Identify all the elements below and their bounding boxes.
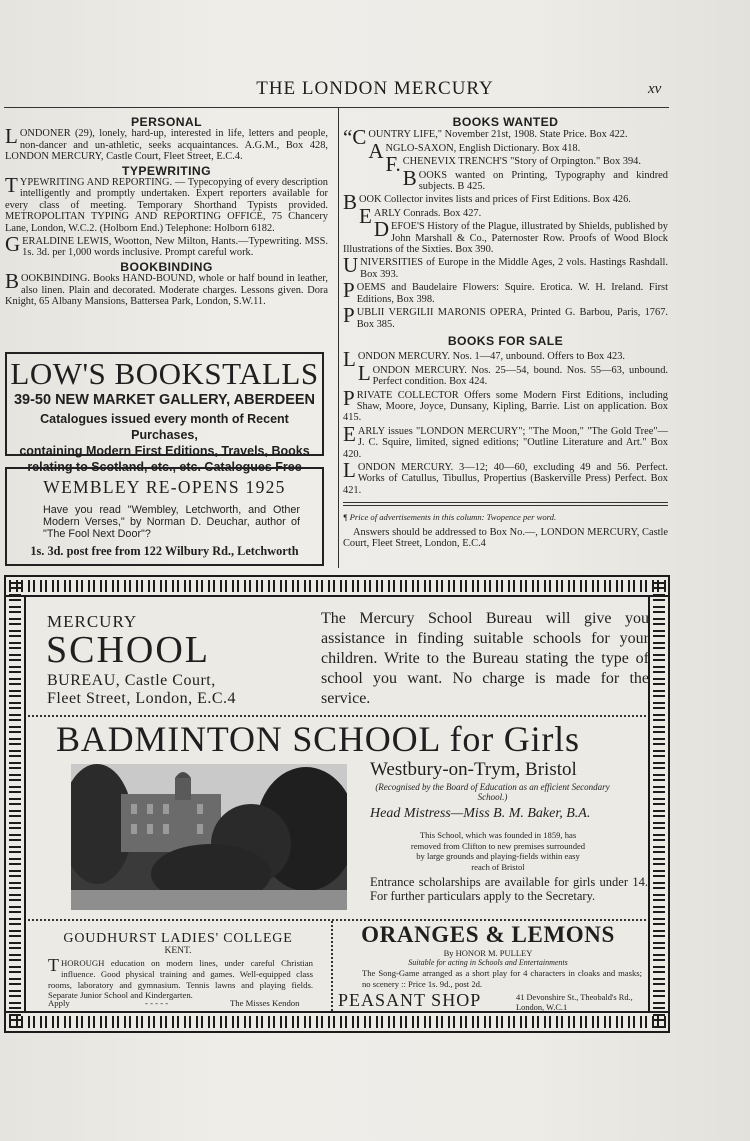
- dropcap: L: [343, 457, 356, 482]
- classified-item: [343, 253, 668, 280]
- classified-item: [343, 385, 668, 424]
- typewriting-ad-1: [5, 173, 328, 234]
- oranges-suitable: Suitable for acting in Schools and Entertainments: [408, 958, 568, 967]
- goudhurst-contact: The Misses Kendon: [230, 998, 300, 1008]
- books-for-sale-list: [343, 347, 668, 496]
- bookbinding-heading: BOOKBINDING: [120, 259, 213, 274]
- ad-text: RIVATE COLLECTOR Offers some Modern First Editions, including Shaw, Moore, Joyce, Dunsany, Kipling, Barrie. List on application. Box 415.: [343, 389, 668, 424]
- peasant-shop-address: 41 Devonshire St., Theobald's Rd., London, W.C.1: [516, 993, 633, 1012]
- books-wanted-list: [343, 125, 668, 330]
- peasant-shop: PEASANT SHOP: [338, 990, 482, 1010]
- dropcap: L: [357, 360, 371, 385]
- ad-text: ONDONER (29), lonely, hard-up, interested in life, letters and people, non-dancer and un-athletic, seeks acquaintances. A.G.M., Box 428, LONDON MERCURY, Castle Court, Fleet Street, E.C.4.: [5, 128, 328, 163]
- badminton-head-mistress: Head Mistress—Miss B. M. Baker, B.A.: [370, 806, 591, 821]
- goudhurst-dashes: - - - - -: [145, 998, 169, 1008]
- dropcap: A: [368, 138, 384, 163]
- badminton-title: BADMINTON SCHOOL for Girls: [56, 719, 580, 759]
- wembley-ad: [5, 467, 324, 566]
- dropcap: L: [5, 124, 18, 149]
- ad-text: NGLO-SAXON, English Dictionary. Box 418.: [385, 142, 581, 154]
- ad-text: ARLY Conrads. Box 427.: [373, 207, 482, 219]
- classified-item: [343, 421, 668, 460]
- dropcap: B: [5, 269, 20, 294]
- personal-heading: PERSONAL: [131, 115, 202, 129]
- mercury-school-body: The Mercury School Bureau will give you assistance in finding suitable schools for your children. Write to the Bureau stating the type of school you want. No charge is made for the service.: [321, 610, 649, 707]
- right-column: [343, 117, 668, 550]
- dropcap: “C: [343, 125, 367, 150]
- badminton-recognised: (Recognised by the Board of Education as an efficient Secondary School.): [375, 782, 610, 802]
- ad-text: OOK Collector invites lists and prices of First Editions. Box 426.: [359, 194, 631, 206]
- goudhurst-body: HOROUGH education on modern lines, under careful Christian influence. Good physical training and games. Well-equipped class rooms, laboratory and gymnasium. Tennis lawns and playing fields. Separate Junior School and Kindergarten.: [48, 958, 313, 1001]
- bureau-address-2: Fleet Street, London, E.C.4: [47, 690, 237, 707]
- ad-text: ONDON MERCURY. Nos. 1—47, unbound. Offers to Box 423.: [357, 351, 626, 363]
- advert-price-note: ¶ Price of advertisements in this column: Twopence per word.: [343, 512, 557, 523]
- school-label: SCHOOL: [46, 629, 211, 671]
- ad-text: NIVERSITIES of Europe in the Middle Ages, 2 vols. Hastings Rashdall. Box 393.: [360, 257, 668, 280]
- badminton-location: Westbury-on-Trym, Bristol: [370, 759, 577, 780]
- oranges-description: The Song-Game arranged as a short play for 4 characters in cloaks and masks; no scenery :: Price 1s. 9d., post 2d.: [362, 968, 642, 989]
- dropcap: P: [343, 303, 355, 328]
- dropcap: B: [343, 190, 358, 215]
- lows-subtitle: 39-50 NEW MARKET GALLERY, ABERDEEN: [13, 392, 316, 408]
- classified-item: [343, 303, 668, 330]
- badminton-history: This School, which was founded in 1859, has removed from Clifton to new premises surrounded by large grounds and playing-fields within easy reach of Bristol: [410, 830, 586, 872]
- greek-key-border-left: [9, 575, 21, 1033]
- classified-item: [343, 278, 668, 305]
- dropcap: L: [343, 347, 356, 372]
- dropcap: F.: [385, 152, 401, 177]
- dropcap: P: [343, 278, 355, 303]
- dropcap: T: [48, 955, 59, 975]
- running-head: THE LONDON MERCURY: [256, 78, 494, 99]
- dropcap: D: [373, 217, 390, 242]
- wembley-body: Have you read "Wembley, Letchworth, and Other Modern Verses," by Norman D. Deuchar, author of "The Fool Next Door"?: [43, 504, 300, 540]
- lows-line-1: Catalogues issued every month of Recent Purchases,: [40, 412, 289, 442]
- books-for-sale-heading: BOOKS FOR SALE: [447, 333, 564, 348]
- goudhurst-body-block: [48, 955, 313, 1001]
- dropcap: P: [343, 385, 355, 410]
- wembley-title: WEMBLEY RE-OPENS 1925: [43, 477, 286, 497]
- header-rule: [4, 107, 669, 108]
- ad-text: OOKBINDING. Books HAND-BOUND, whole or half bound in leather, also linen. Plain and decorated. Moderate charges. Lessons given. Dora Knight, 65 Albany Mansions, Battersea Park, London, S.W.11.: [5, 273, 328, 308]
- ad-text: OUNTRY LIFE," November 21st, 1908. State Price. Box 422.: [368, 129, 628, 141]
- classified-item: [343, 360, 668, 388]
- books-wanted-heading: BOOKS WANTED: [452, 115, 559, 129]
- dropcap: E: [359, 203, 372, 228]
- greek-key-border-right: [653, 575, 665, 1033]
- column-rule: [338, 108, 339, 568]
- dropcap: U: [343, 253, 359, 278]
- oranges-author: By HONOR M. PULLEY: [443, 948, 533, 958]
- lows-line-3: relating to Scotland, etc., etc. Catalogues Free: [27, 460, 302, 474]
- oranges-title: ORANGES & LEMONS: [361, 922, 615, 947]
- goudhurst-apply: Apply: [48, 998, 70, 1008]
- ad-text: ERALDINE LEWIS, Wootton, New Milton, Hants.—Typewriting. MSS. 1s. 3d. per 1,000 words inclusive. Prompt careful work.: [22, 236, 328, 259]
- classified-item: [343, 217, 668, 256]
- ad-text: ARLY issues "LONDON MERCURY"; "The Moon," "The Gold Tree"—J. C. Squire, limited, signed editions; "Outline Literature and Art." Box 420.: [343, 425, 668, 460]
- classified-item: [343, 457, 668, 496]
- wembley-price: 1s. 3d. post free from 122 Wilbury Rd., Letchworth: [30, 544, 299, 558]
- dropcap: G: [5, 232, 21, 257]
- left-column: [5, 117, 328, 308]
- ad-text: EFOE'S History of the Plague, illustrated by Shields, published by John Marshall & Co., Paternoster Row. Proofs of Wood Block Illustrations of the Sixties. Box 390.: [343, 221, 668, 256]
- goudhurst-place: KENT.: [164, 946, 192, 956]
- mercury-label: MERCURY: [47, 612, 138, 631]
- ad-text: CHENEVIX TRENCH'S "Story of Orpington." Box 394.: [402, 156, 641, 168]
- school-building-photo: [71, 764, 347, 910]
- lows-line-2: containing Modern First Editions, Travels, Books: [19, 444, 310, 458]
- bookbinding-ad: [5, 269, 328, 308]
- goudhurst-title: GOUDHURST LADIES' COLLEGE: [63, 931, 293, 946]
- classified-item: [343, 203, 668, 228]
- ad-text: OEMS and Baudelaire Flowers: Squire. Erotica. W. H. Ireland. First Editions, Box 398.: [356, 282, 668, 305]
- school-photo-image: [71, 764, 347, 910]
- typewriting-ad-2: [5, 232, 328, 259]
- typewriting-heading: TYPEWRITING: [121, 163, 212, 178]
- dotted-divider: [28, 919, 646, 921]
- personal-ad: [5, 124, 328, 163]
- ad-text: OOKS wanted on Printing, Typography and kindred subjects. B 425.: [418, 169, 668, 193]
- ad-text: ONDON MERCURY. Nos. 25—54, bound. Nos. 55—63, unbound. Perfect condition. Box 424.: [372, 364, 668, 388]
- dropcap: B: [402, 165, 417, 190]
- lows-title: LOW'S BOOKSTALLS: [10, 356, 319, 391]
- ad-text: UBLII VERGILII MARONIS OPERA, Printed G. Barbou, Paris, 1767. Box 385.: [356, 307, 668, 330]
- badminton-scholarships: Entrance scholarships are available for girls under 14. For further particulars apply to the Secretary.: [370, 875, 648, 903]
- greek-key-border-top: [4, 580, 670, 592]
- classified-item: [343, 152, 668, 177]
- greek-key-border-bottom: [4, 1016, 670, 1028]
- lows-bookstalls-ad: [5, 352, 324, 474]
- page-number: xv: [648, 81, 662, 97]
- bureau-address-1: BUREAU, Castle Court,: [47, 672, 216, 689]
- ad-text: ONDON MERCURY. 3—12; 40—60, excluding 49 and 56. Perfect. Works of Catullus, Tibullus, Propertius (Baskerville Press) Perfect. Box 421.: [343, 461, 668, 496]
- ad-text: YPEWRITING AND REPORTING. — Typecopying of every description intelligently and promptly undertaken. Expert reporters available for every class of meeting. Temporary Shorthand Typists provided. METROPOLITAN TYPING AND REPORTING OFFICE, 75 Chancery Lane, London, W.C.2. (Holborn End.) Telephone: Holborn 6182.: [5, 177, 328, 234]
- dotted-divider-vertical: [331, 921, 333, 1011]
- dropcap: T: [5, 173, 18, 198]
- dropcap: E: [343, 421, 356, 446]
- classified-item: [343, 347, 668, 372]
- dotted-divider: [28, 715, 646, 717]
- answers-note: Answers should be addressed to Box No.—, LONDON MERCURY, Castle Court, Fleet Street, London, E.C.4: [343, 526, 668, 550]
